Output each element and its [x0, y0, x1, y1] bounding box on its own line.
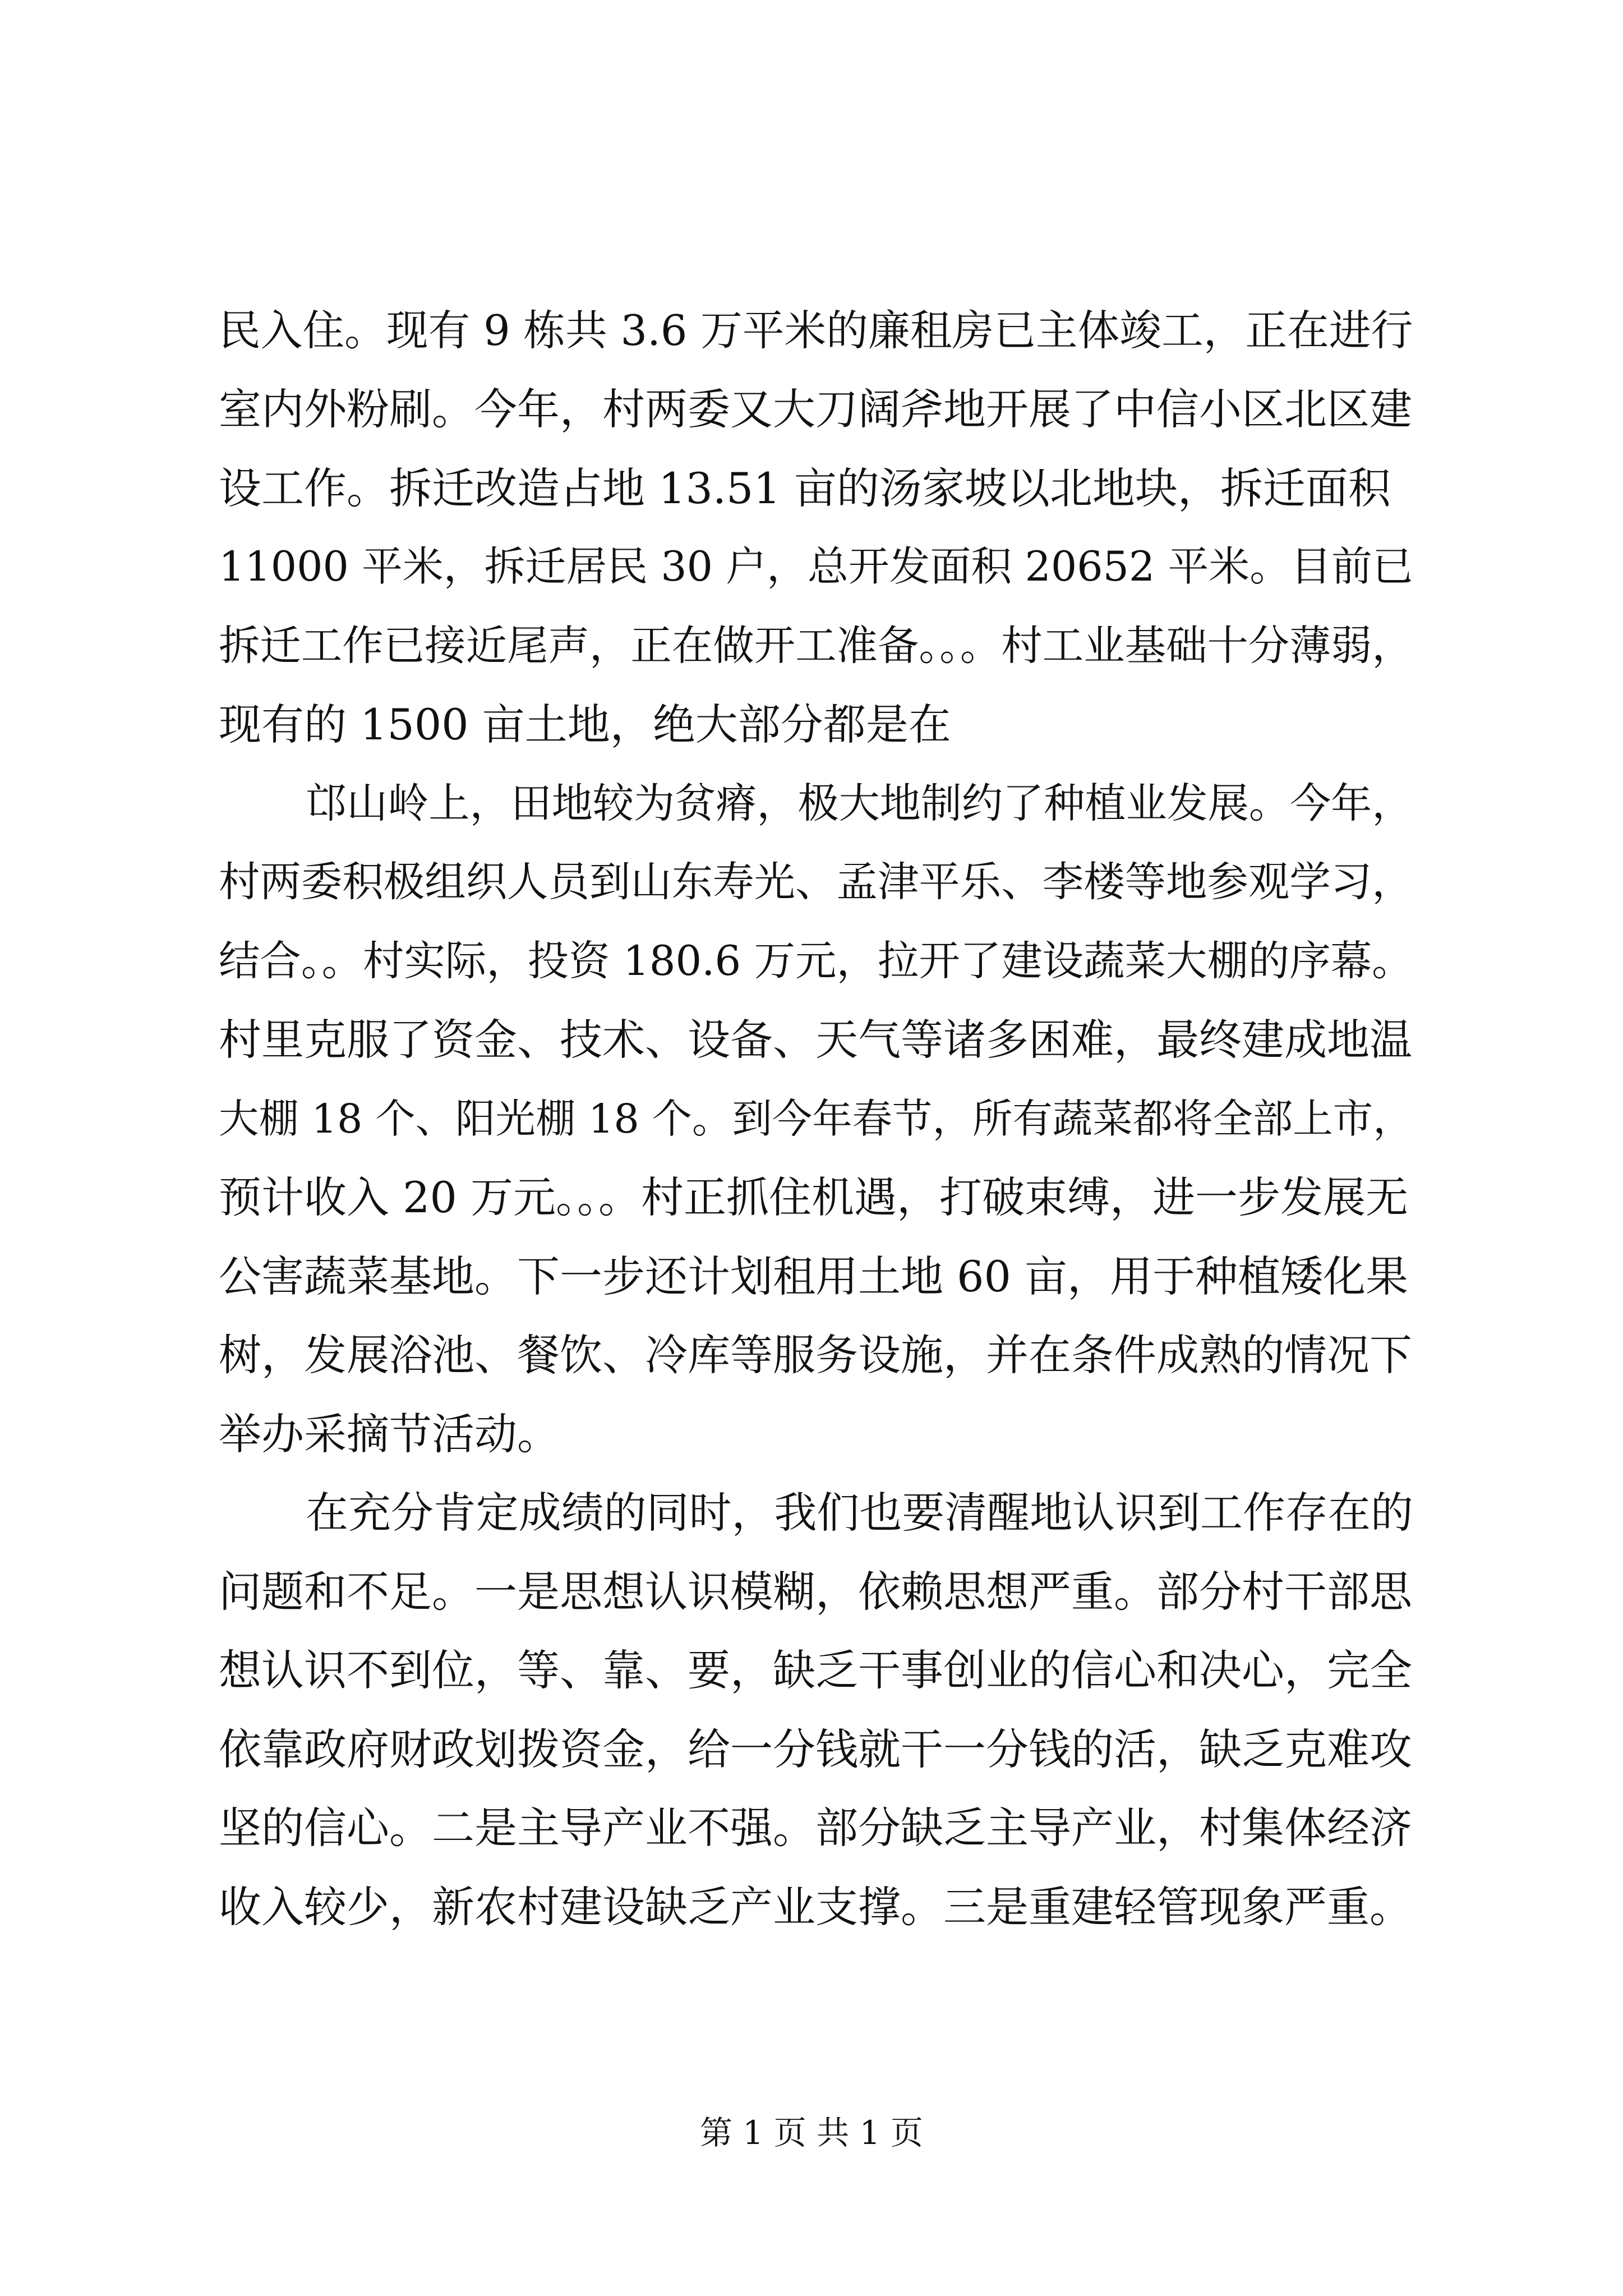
text-line: 收入较少，新农村建设缺乏产业支撑。三是重建轻管现象严重。 [219, 1882, 1412, 1932]
text-line: 村两委积极组织人员到山东寿光、孟津平乐、李楼等地参观学习， [219, 858, 1413, 906]
text-line: 坚的信心。二是主导产业不强。部分缺乏主导产业，村集体经济 [219, 1803, 1412, 1853]
text-line: 现有的 1500 亩土地，绝大部分都是在 [219, 700, 951, 749]
text-line: 村里克服了资金、技术、设备、天气等诸多困难，最终建成地温 [219, 1015, 1412, 1065]
text-line: 民入住。现有 9 栋共 3.6 万平米的廉租房已主体竣工，正在进行 [219, 306, 1413, 355]
text-line: 11000 平米，拆迁居民 30 户，总开发面积 20652 平米。目前已 [219, 543, 1413, 591]
text-line: 想认识不到位，等、靠、要，缺乏干事创业的信心和决心，完全 [219, 1645, 1412, 1695]
page-footer: 第 1 页 共 1 页 [700, 2114, 923, 2152]
text-line: 预计收入 20 万元。。。村正抓住机遇，打破束缚，进一步发展无 [219, 1172, 1409, 1222]
text-line: 大棚 18 个、阳光棚 18 个。到今年春节，所有蔬菜都将全部上市， [219, 1096, 1413, 1142]
text-line: 室内外粉刷。今年，村两委又大刀阔斧地开展了中信小区北区建 [219, 384, 1412, 434]
text-line: 设工作。拆迁改造占地 13.51 亩的汤家坡以北地块，拆迁面积 [219, 463, 1391, 513]
text-line: 举办采摘节活动。 [219, 1409, 560, 1459]
text-line: 拆迁工作已接近尾声，正在做开工准备。。。村工业基础十分薄弱， [219, 622, 1413, 670]
text-line: 结合。。村实际，投资 180.6 万元，拉开了建设蔬菜大棚的序幕。 [219, 937, 1413, 985]
text-line: 依靠政府财政划拨资金，给一分钱就干一分钱的活，缺乏克难攻 [219, 1724, 1412, 1774]
text-line: 问题和不足。一是思想认识模糊，依赖思想严重。部分村干部思 [219, 1567, 1412, 1617]
text-line: 邙山岭上，田地较为贫瘠，极大地制约了种植业发展。今年， [306, 780, 1413, 827]
text-line: 在充分肯定成绩的同时，我们也要清醒地认识到工作存在的 [306, 1488, 1413, 1538]
text-line: 公害蔬菜基地。下一步还计划租用土地 60 亩，用于种植矮化果 [219, 1251, 1409, 1301]
text-line: 树，发展浴池、餐饮、冷库等服务设施，并在条件成熟的情况下 [219, 1330, 1412, 1380]
